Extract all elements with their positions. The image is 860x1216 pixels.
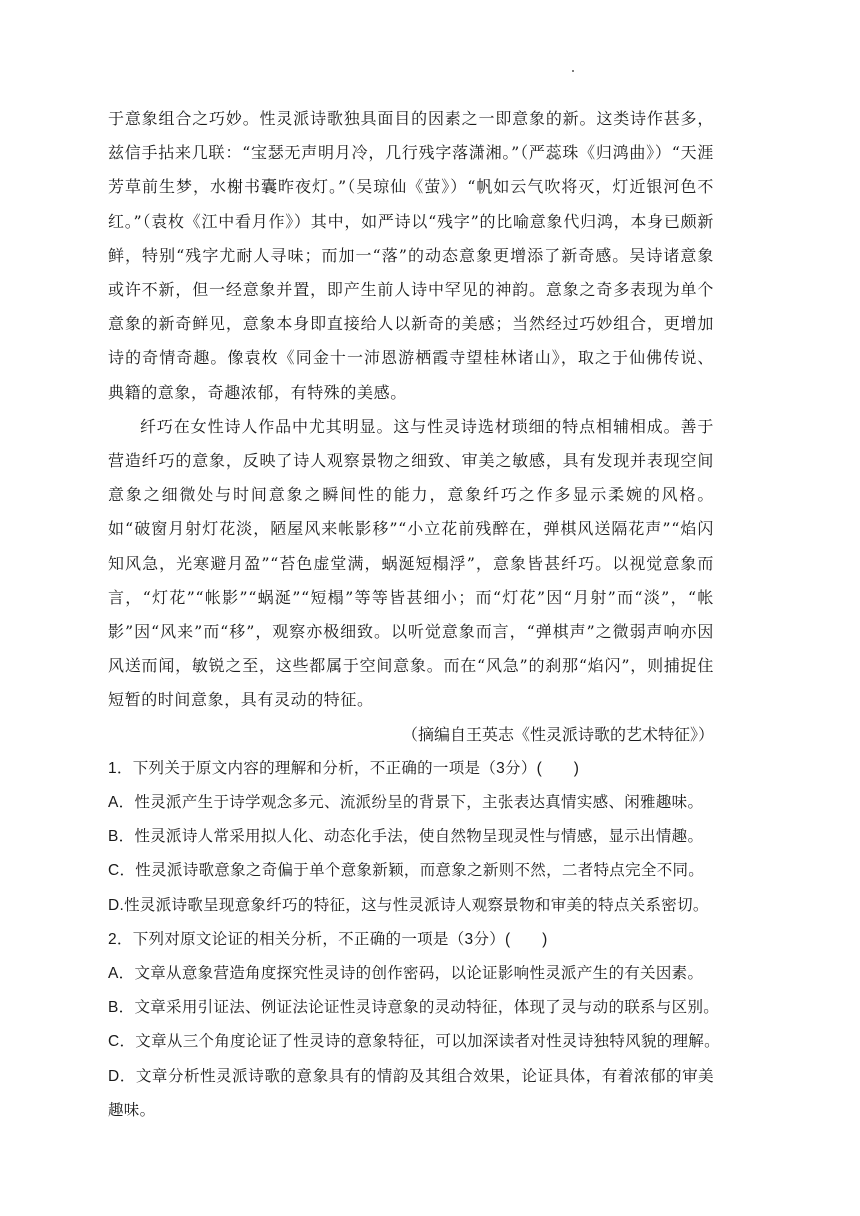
passage-paragraph-2: 纤巧在女性诗人作品中尤其明显。这与性灵诗选材琐细的特点相辅相成。善于营造纤巧的意象，反映了诗人观察景物之细致、审美之敏感，具有发现并表现空间意象之细微处与时间意象之瞬间性的能力，意象纤巧之作多显示柔婉的风格。如“破窗月射灯花淡，陋屋风来帐影移”“小立花前残醉在，弹棋风送隔花声”“焰闪知风急，光寒避月盈”“苔色虚堂满，蜗涎短榻浮”，意象皆甚纤巧。以视觉意象而言，“灯花”“帐影”“蜗涎”“短榻”等等皆甚细小；而“灯花”因“月射”而“淡”，“帐影”因“风来”而“移”，观察亦极细致。以听觉意象而言，“弹棋声”之微弱声响亦因风送而闻，敏锐之至，这些都属于空间意象。而在“风急”的刹那“焰闪”，则捕捉住短暂的时间意象，具有灵动的特征。 (108, 416, 714, 710)
question-stem: 1．下列关于原文内容的理解和分析，不正确的一项是（3分）( ) (108, 759, 580, 777)
page-dot-mark (572, 70, 574, 72)
question-1 (108, 752, 714, 923)
option-b: B．文章采用引证法、例证法论证性灵诗意象的灵动特征，体现了灵与动的联系与区别。 (108, 999, 720, 1017)
passage-source: （摘编自王英志《性灵派诗歌的艺术特征》） (401, 724, 714, 744)
document-body (108, 102, 720, 1128)
question-2 (108, 923, 720, 1128)
option-c: C．文章从三个角度论证了性灵诗的意象特征，可以加深读者对性灵诗独特风貌的理解。 (108, 1033, 720, 1051)
option-a: A．文章从意象营造角度探究性灵诗的创作密码，以论证影响性灵派产生的有关因素。 (108, 965, 704, 983)
option-d: D．文章分析性灵派诗歌的意象具有的情韵及其组合效果，论证具体，有着浓郁的审美趣味。 (108, 1067, 714, 1119)
option-b: B．性灵派诗人常采用拟人化、动态化手法，使自然物呈现灵性与情感，显示出情趣。 (108, 828, 704, 846)
option-c: C．性灵派诗歌意象之奇偏于单个意象新颖，而意象之新则不然，二者特点完全不同。 (108, 862, 705, 880)
passage-paragraph-1: 于意象组合之巧妙。性灵派诗歌独具面目的因素之一即意象的新。这类诗作甚多，兹信手拈来几联：“宝瑟无声明月冷，几行残字落潇湘。”（严蕊珠《归鸿曲》）“天涯芳草前生梦，水榭书囊昨夜灯。”（吴琼仙《萤》）“帆如云气吹将灭，灯近银河色不红。”（袁枚《江中看月作》）其中，如严诗以“残字”的比喻意象代归鸿，本身已颇新鲜，特别“残字尤耐人寻味；而加一“落”的动态意象更增添了新奇感。吴诗诸意象或许不新，但一经意象并置，即产生前人诗中罕见的神韵。意象之奇多表现为单个意象的新奇鲜见，意象本身即直接给人以新奇的美感；当然经过巧妙组合，更增加诗的奇情奇趣。像袁枚《同金十一沛恩游栖霞寺望桂林诸山》，取之于仙佛传说、典籍的意象，奇趣浓郁，有特殊的美感。 (108, 109, 714, 402)
option-a: A．性灵派产生于诗学观念多元、流派纷呈的背景下，主张表达真情实感、闲雅趣味。 (108, 794, 704, 812)
question-stem: 2．下列对原文论证的相关分析，不正确的一项是（3分）( ) (108, 930, 548, 948)
option-d: D.性灵派诗歌呈现意象纤巧的特征，这与性灵派诗人观察景物和审美的特点关系密切。 (108, 896, 709, 914)
